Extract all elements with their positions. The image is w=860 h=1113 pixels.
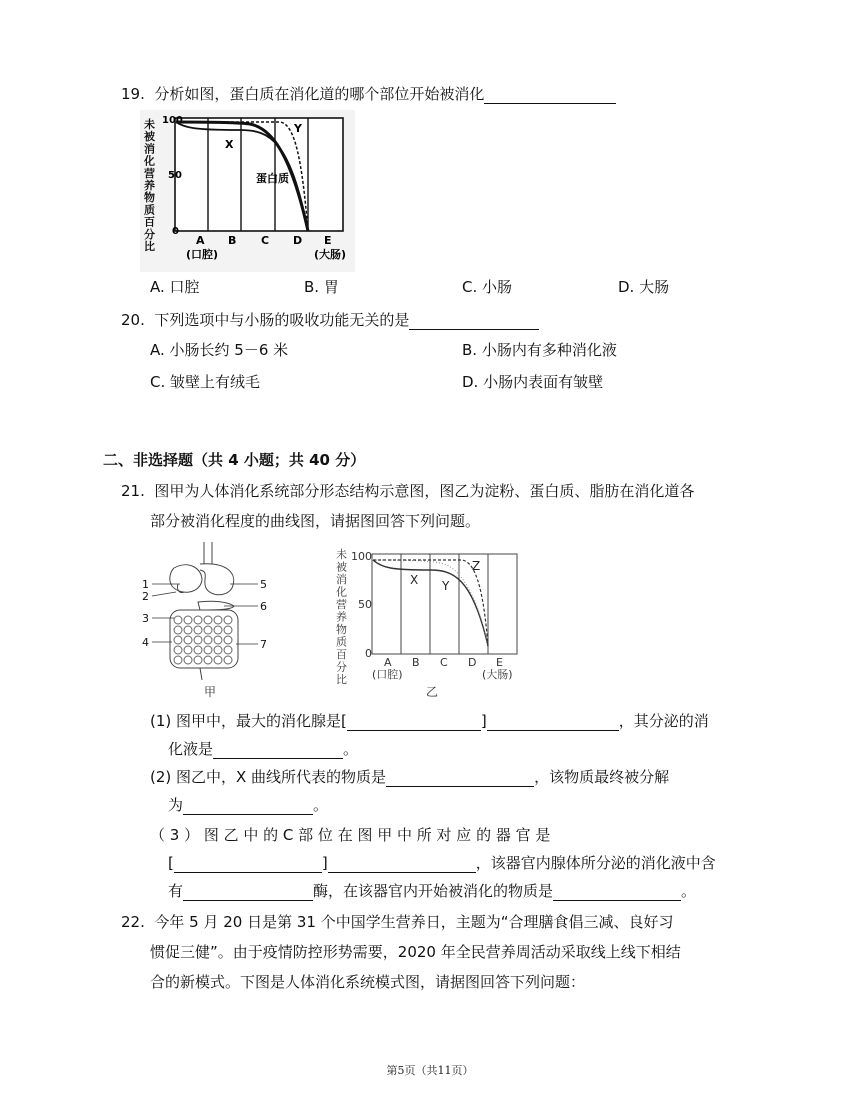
q21-p1-text-b: ] bbox=[480, 712, 487, 730]
q19-xtick: D bbox=[293, 234, 303, 247]
q21-part3-line3 bbox=[168, 881, 696, 901]
axis-ylabel-char: 百 bbox=[336, 648, 347, 661]
axis-ylabel-char: 比 bbox=[336, 673, 347, 686]
fig-jia-label-6: 6 bbox=[260, 600, 267, 613]
q21-p3-text-g: 。 bbox=[681, 882, 697, 900]
fig-yi-xtick: E bbox=[496, 656, 503, 669]
fig-jia-label-3: 3 bbox=[142, 612, 149, 625]
fig-yi-ytick-0: 0 bbox=[365, 647, 372, 660]
q19-ylabel bbox=[143, 117, 156, 253]
q21-p3-text-c: ] bbox=[321, 854, 328, 872]
q21-p3-blank-substance[interactable] bbox=[553, 884, 681, 901]
axis-ylabel-char: 分 bbox=[144, 227, 155, 241]
q20-option-b[interactable]: B. 小肠内有多种消化液 bbox=[462, 341, 617, 359]
q19-option-b[interactable]: B. 胃 bbox=[304, 278, 339, 296]
fig-yi-ylabel bbox=[336, 547, 347, 686]
q19-option-d[interactable]: D. 大肠 bbox=[618, 278, 670, 296]
q19-xtick: E bbox=[324, 234, 332, 247]
fig-jia-label-4: 4 bbox=[142, 636, 149, 649]
fig-yi-xsub-left: (口腔) bbox=[372, 668, 403, 681]
q19-xsub-right: (大肠) bbox=[314, 248, 347, 261]
q21-p3-blank-enzyme[interactable] bbox=[183, 884, 313, 901]
axis-ylabel bbox=[336, 547, 347, 686]
axis-ylabel-char: 分 bbox=[336, 660, 347, 674]
q21-p1-text-a: (1) 图甲中，最大的消化腺是[ bbox=[150, 712, 347, 730]
axis-ylabel-char: 物 bbox=[144, 191, 155, 205]
q19-stem bbox=[121, 84, 616, 104]
q19-xsub-left: (口腔) bbox=[186, 248, 219, 261]
q20-option-d[interactable]: D. 小肠内表面有皱壁 bbox=[462, 373, 604, 391]
q19-number: 19. bbox=[121, 85, 145, 103]
q21-stem-line1 bbox=[121, 481, 694, 501]
q21-p2-blank-substance[interactable] bbox=[386, 770, 534, 787]
q22-text-line1: 今年 5 月 20 日是第 31 个中国学生营养日，主题为“合理膳食倡三减、良好习 bbox=[154, 913, 674, 931]
q21-p2-text-c: 为 bbox=[168, 796, 184, 814]
q22-number: 22. bbox=[121, 913, 145, 931]
fig-jia-caption: 甲 bbox=[204, 685, 217, 699]
axis-ylabel-char: 化 bbox=[144, 154, 155, 168]
q19-ytick-100: 100 bbox=[162, 115, 183, 126]
q21-p1-text-c: ，其分泌的消 bbox=[618, 712, 709, 730]
axis-ylabel-char: 比 bbox=[144, 240, 155, 253]
q22-stem-line1 bbox=[121, 912, 674, 932]
q19-ytick-50: 50 bbox=[168, 170, 182, 181]
q20-stem bbox=[121, 310, 539, 330]
q21-part2-line2 bbox=[168, 795, 328, 815]
axis-ylabel bbox=[143, 117, 156, 253]
axis-ylabel-char: 被 bbox=[144, 130, 155, 144]
q20-option-a[interactable]: A. 小肠长约 5－6 米 bbox=[150, 341, 289, 359]
axis-ylabel-char: 消 bbox=[336, 573, 347, 586]
q21-text-line2: 部分被消化程度的曲线图，请据图回答下列问题。 bbox=[150, 512, 481, 530]
fig-yi-digestion-curves bbox=[332, 546, 532, 700]
fig-yi-ytick-100: 100 bbox=[351, 550, 372, 563]
fig-yi-label-y: Y bbox=[442, 579, 450, 593]
q21-p2-text-b: ，该物质最终被分解 bbox=[534, 768, 670, 786]
q19-label-protein: 蛋白质 bbox=[256, 172, 289, 185]
q21-text-line1: 图甲为人体消化系统部分形态结构示意图，图乙为淀粉、蛋白质、脂肪在消化道各 bbox=[154, 482, 695, 500]
fig-jia-label-2: 2 bbox=[142, 590, 149, 603]
q21-p3-text-d: ，该器官内腺体所分泌的消化液中含 bbox=[475, 854, 716, 872]
fig-jia-label-1: 1 bbox=[142, 578, 149, 591]
page-footer: 第5页（共11页） bbox=[386, 1064, 474, 1077]
q21-p2-blank-product[interactable] bbox=[183, 798, 313, 815]
q21-part3-line1: （ 3 ） 图 乙 中 的 C 部 位 在 图 甲 中 所 对 应 的 器 官 是 bbox=[150, 826, 551, 844]
q21-part1-line1 bbox=[150, 711, 709, 731]
q20-number: 20. bbox=[121, 311, 145, 329]
q21-p1-blank-juice[interactable] bbox=[213, 742, 343, 759]
q20-answer-blank[interactable] bbox=[409, 313, 539, 330]
q20-option-c[interactable]: C. 皱壁上有绒毛 bbox=[150, 373, 261, 391]
q21-p1-blank-name[interactable] bbox=[487, 714, 619, 731]
axis-ylabel-char: 百 bbox=[144, 215, 155, 229]
q19-label-x: X bbox=[225, 138, 234, 151]
fig-yi-xsub-right: (大肠) bbox=[482, 668, 513, 681]
axis-ylabel-char: 被 bbox=[336, 560, 347, 574]
q20-text: 下列选项中与小肠的吸收功能无关的是 bbox=[154, 311, 410, 329]
q19-text: 分析如图，蛋白质在消化道的哪个部位开始被消化 bbox=[154, 85, 485, 103]
fig-yi-xtick: D bbox=[468, 656, 477, 669]
axis-ylabel-char: 营 bbox=[144, 166, 155, 180]
axis-ylabel-char: 未 bbox=[336, 548, 347, 561]
fig-jia-label-5: 5 bbox=[260, 578, 267, 591]
fig-yi-xtick: A bbox=[384, 656, 392, 669]
axis-ylabel-char: 营 bbox=[336, 598, 347, 611]
axis-ylabel-char: 养 bbox=[336, 610, 347, 624]
q21-p1-text-e: 。 bbox=[343, 740, 359, 758]
q21-p3-text-e: 有 bbox=[168, 882, 184, 900]
q21-p3-text-f: 酶，在该器官内开始被消化的物质是 bbox=[313, 882, 554, 900]
q19-label-y: Y bbox=[294, 122, 302, 135]
q19-option-c[interactable]: C. 小肠 bbox=[462, 278, 513, 296]
q19-answer-blank[interactable] bbox=[484, 87, 616, 104]
fig-yi-label-x: X bbox=[410, 573, 419, 587]
axis-ylabel-char: 养 bbox=[144, 179, 155, 192]
fig-yi-caption: 乙 bbox=[426, 685, 439, 699]
q19-option-a[interactable]: A. 口腔 bbox=[150, 278, 200, 296]
axis-ylabel-char: 化 bbox=[336, 585, 347, 599]
q19-xtick: A bbox=[196, 234, 205, 247]
q19-figure bbox=[140, 110, 355, 272]
q21-p3-text-b: [ bbox=[168, 854, 174, 872]
q21-p1-blank-number[interactable] bbox=[347, 714, 481, 731]
q21-part3-line2 bbox=[168, 853, 716, 873]
axis-ylabel-char: 质 bbox=[336, 635, 347, 649]
q21-p1-text-d: 化液是 bbox=[168, 740, 214, 758]
q19-xtick: B bbox=[228, 234, 237, 247]
fig-yi-label-z: Z bbox=[472, 559, 481, 573]
q21-p2-text-a: (2) 图乙中，X 曲线所代表的物质是 bbox=[150, 768, 387, 786]
q19-xtick: C bbox=[261, 234, 270, 247]
axis-ylabel-char: 质 bbox=[144, 203, 155, 217]
axis-ylabel-char: 物 bbox=[336, 623, 347, 636]
q21-p3-blank-organ[interactable] bbox=[328, 856, 476, 873]
section-title: 二、非选择题（共 4 小题；共 40 分） bbox=[103, 451, 366, 469]
fig-jia-digestive-system bbox=[140, 540, 280, 700]
fig-yi-xtick: B bbox=[412, 656, 420, 669]
fig-yi-xtick: C bbox=[440, 656, 448, 669]
q21-number: 21. bbox=[121, 482, 145, 500]
fig-yi-ytick-50: 50 bbox=[358, 598, 372, 611]
q21-p2-text-d: 。 bbox=[313, 796, 329, 814]
q22-text-line2: 惯促三健”。由于疫情防控形势需要，2020 年全民营养周活动采取线上线下相结 bbox=[150, 943, 681, 961]
axis-ylabel-char: 未 bbox=[144, 118, 155, 131]
q21-part2-line1 bbox=[150, 767, 669, 787]
q21-p3-blank-number[interactable] bbox=[174, 856, 322, 873]
fig-jia-label-7: 7 bbox=[260, 638, 267, 651]
q19-ytick-0: 0 bbox=[172, 226, 179, 237]
q22-text-line3: 合的新模式。下图是人体消化系统模式图，请据图回答下列问题： bbox=[150, 973, 586, 991]
q21-part1-line2 bbox=[168, 739, 358, 759]
axis-ylabel-char: 消 bbox=[144, 142, 155, 156]
